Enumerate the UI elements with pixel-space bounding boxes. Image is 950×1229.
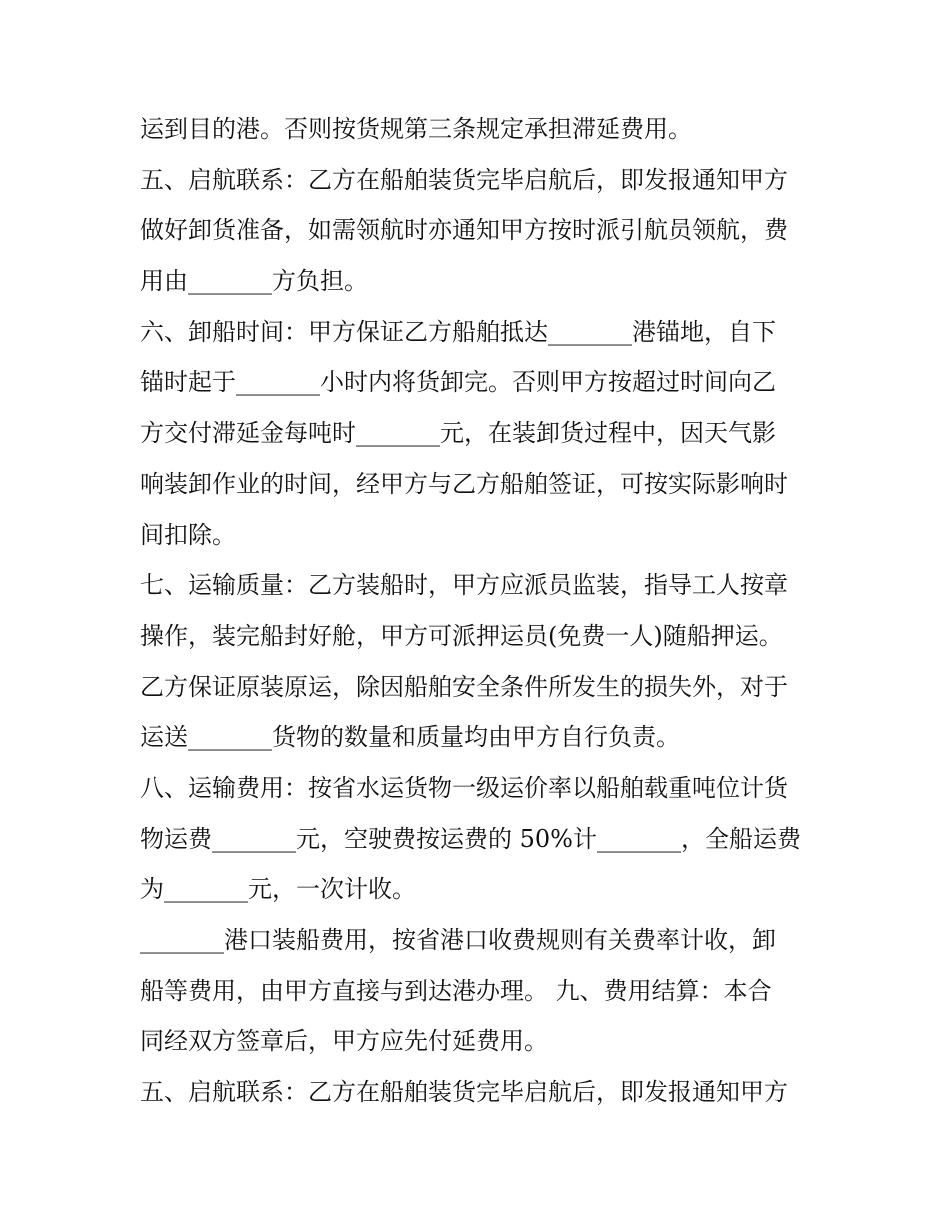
text-line-13: 运送_______货物的数量和质量均由甲方自行负责。	[140, 723, 680, 752]
text-line-8: 响装卸作业的时间，经甲方与乙方船舶签证，可按实际影响时	[140, 469, 788, 498]
text-line-18: 船等费用，由甲方直接与到达港办理。 九、费用结算：本合	[140, 976, 772, 1005]
text-line-15: 物运费_______元，空驶费按运费的 50%计_______，全船运费	[140, 824, 801, 853]
text-line-10: 七、运输质量：乙方装船时，甲方应派员监装，指导工人按章	[140, 571, 788, 600]
text-line-5: 六、卸船时间：甲方保证乙方船舶抵达_______港锚地，自下	[140, 317, 776, 346]
text-line-1: 运到目的港。否则按货规第三条规定承担滞延费用。	[140, 115, 692, 143]
text-line-19: 同经双方签章后，甲方应先付延费用。	[140, 1027, 548, 1056]
text-line-16: 为_______元，一次计收。	[140, 875, 416, 904]
document-body	[140, 104, 820, 1118]
text-line-7: 方交付滞延金每吨时_______元，在装卸货过程中，因天气影	[140, 419, 776, 448]
text-line-6: 锚时起于_______小时内将货卸完。否则甲方按超过时间向乙	[140, 368, 776, 397]
text-line-12: 乙方保证原装原运，除因船舶安全条件所发生的损失外，对于	[140, 672, 788, 701]
text-line-14: 八、运输费用：按省水运货物一级运价率以船舶载重吨位计货	[140, 773, 788, 802]
text-line-20: 五、启航联系：乙方在船舶装货完毕启航后，即发报通知甲方	[140, 1078, 788, 1107]
text-line-17: _______港口装船费用，按省港口收费规则有关费率计收，卸	[140, 926, 776, 954]
text-line-4: 用由_______方负担。	[140, 267, 368, 296]
text-line-2: 五、启航联系：乙方在船舶装货完毕启航后，即发报通知甲方	[140, 165, 788, 194]
text-line-11: 操作，装完船封好舱，甲方可派押运员(免费一人)随船押运。	[140, 621, 783, 650]
text-line-9: 间扣除。	[140, 520, 236, 549]
text-line-3: 做好卸货准备，如需领航时亦通知甲方按时派引航员领航，费	[140, 216, 788, 245]
